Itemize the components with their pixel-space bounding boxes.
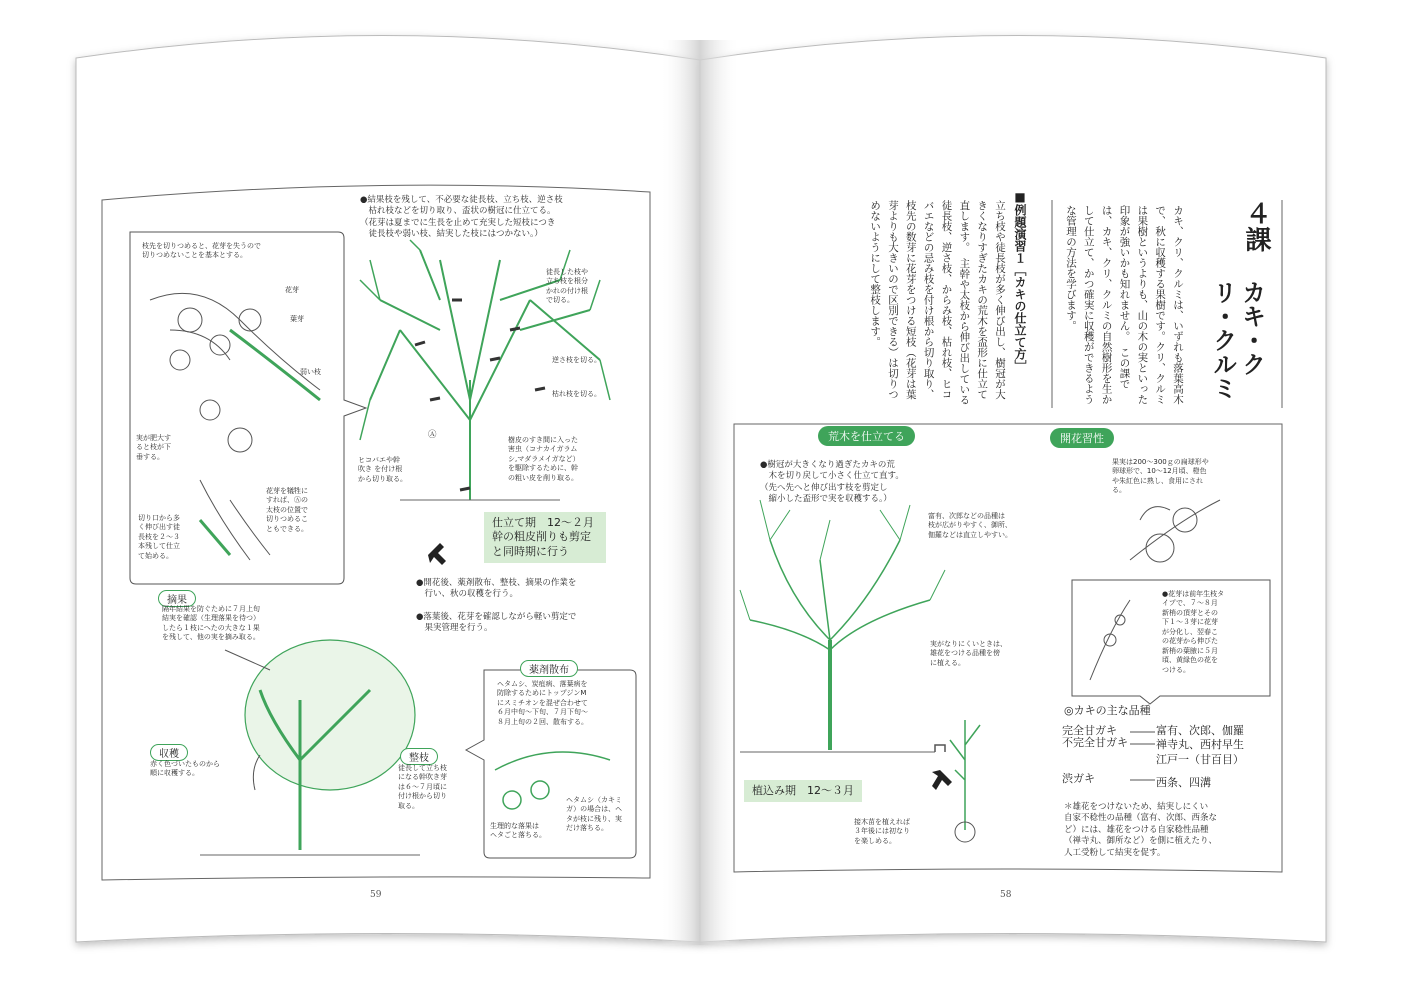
varieties-heading: ◎カキの主な品種 <box>1064 704 1151 717</box>
label-a: Ⓐ <box>428 430 437 440</box>
footnote: ＊雄花をつけないため、結実しにくい 自家不稔性の品種（富有、次郎、西条な ど）には、雄花をつける自家稔性品種 （禅寺丸、御所など）を側に植えたり、 人工受粉して結実を促す。 <box>1064 802 1218 858</box>
ueki-text: 接木苗を植えれば ３年後には初なり を楽しめる。 <box>854 818 910 845</box>
label-kare: 枯れ枝を切る。 <box>552 390 601 398</box>
araki-title: 荒木を仕立てる <box>818 426 915 446</box>
kaika-text: 果実は200～300ｇの扁球形や 卵球形で、10～12月頃、橙色 や朱紅色に熟し、食用にされ る。 <box>1112 458 1209 495</box>
label-yoga: 葉芽 <box>290 315 304 323</box>
example-text: 立ち枝や徒長枝が多く伸び出し、樹冠が大きくなりすぎたカキの荒木を盃形に仕立て直します。 主幹や太枝から伸び出している徒長枝、逆さ枝、からみ枝、枯れ枝、ヒコバエなどの忌み枝を付け根から切り取り、枝先の数芽に花芽をつける短枝（花芽は葉芽よりも大きいので区別できる）は切りつめないようにして整枝します。 <box>869 200 1006 405</box>
label-tocho-cut: 徒長した枝や 立ち枝を根分 かれの付け根 で切る。 <box>546 268 588 305</box>
label-kurikuchi: 切り口から多 く伸び出す徒 長枝を２～３ 本残して仕立 て始める。 <box>138 514 180 560</box>
lesson-title: カキ・クリ・クルミ <box>1208 280 1267 400</box>
note-bullet1: ●開花後、薬剤散布、整枝、摘果の作業を 行い、秋の収穫を行う。 <box>416 578 577 600</box>
shukaku-text: 赤く色づいたものから 順に収穫する。 <box>150 760 220 778</box>
label-kaga: 花芽 <box>285 286 299 294</box>
seishi-text: 徒長して立ち枝 になる幹吹き芽 は６～７月頃に 付け根から切り 取る。 <box>398 764 447 810</box>
variety-value: 禅寺丸、西村早生 江戸一（甘百目） <box>1156 738 1244 766</box>
note-bullet2: ●落葉後、花芽を確認しながら軽い剪定で 果実管理を行う。 <box>416 612 577 634</box>
inset-note: 枝先を切りつめると、花芽を失うので 切りつめないことを基本とする。 <box>142 242 261 260</box>
tekika-title: 摘果 <box>158 590 196 607</box>
seishi-title: 整枝 <box>400 748 438 765</box>
top-note: ●結果枝を残して、不必要な徒長枝、立ち枝、逆さ枝 枯れ枝などを切り取り、盃状の樹冠に仕立てる。 （花芽は夏までに生長を止めて充実した短枝につき 徒長枝や弱い枝、結実した枝にはつかない。） <box>360 195 563 240</box>
label-hikobae: ヒコバエや幹 吹き を付け根 から切り取る。 <box>358 456 407 483</box>
kaga-text: ●花芽は前年生枝タ イプで、７～８月 新梢の頂芽とその 下１～３芽に花芽 が分化し、翌春こ の花芽から伸びた 新梢の葉腋に５月 頃、黄緑色の花を つける。 <box>1162 590 1225 674</box>
page-number-right: 58 <box>1000 890 1012 900</box>
variety-name: 完全甘ガキ <box>1062 724 1117 737</box>
shukaku-title: 収穫 <box>150 744 188 761</box>
yakuzai-text: ヘタムシ、炭疽病、落葉病を 防除するためにトップジンM にスミチオンを混ぜ合わせて ６月中旬～下旬、７月下旬～ ８月上旬の２回、散布する。 <box>497 680 588 726</box>
variety-value: 西条、四溝 <box>1156 776 1211 789</box>
ueki-period: 植込み期 12～３月 <box>744 780 862 802</box>
label-juhi: 樹皮のすき間に入った 害虫（コナカイガラム シ,マダラメイガなど） を駆除するために、幹 の粗い皮を削り取る。 <box>508 436 580 482</box>
page-number-left: 59 <box>370 890 382 900</box>
variety-name: 不完全甘ガキ <box>1062 736 1128 749</box>
example-heading: ■例題演習１［カキの仕立て方］ <box>1013 190 1027 372</box>
tekika-text: 隔年結果を防ぐために７月上旬 結実を確認（生理落果を待つ） したら１枝にへたの大きな１果 を残して、他の実を摘み取る。 <box>162 605 260 642</box>
label-gisei: 花芽を犠牲に すれば、Ⓐの 太枝の位置で 切りつめるこ ともできる。 <box>266 487 308 533</box>
kaika-title: 開花習性 <box>1050 428 1114 448</box>
label-sakasa: 逆さ枝を切る。 <box>552 356 601 364</box>
rakka-text: 生理的な落果は ヘタごと落ちる。 <box>490 822 546 840</box>
intro-text: カキ、クリ、クルミは、いずれも落葉高木で、秋に収穫する果樹です。クリ、クルミは果樹というよりも、山の木の実といった印象が強いかも知れません。 この課では、カキ、クリ、クルミの自然樹形を生かして仕立て、かつ確実に収穫ができるような管理の方法を学びます。 <box>1064 205 1184 405</box>
label-fruit-heavy: 実が肥大す ると枝が下 垂する。 <box>136 434 171 461</box>
variety-value: 富有、次郎、伽羅 <box>1156 724 1244 737</box>
minori-text: 実がなりにくいときは、 雄花をつける品種を傍 に植える。 <box>930 640 1007 667</box>
lesson-number: ４課 <box>1241 200 1271 252</box>
araki-text: ●樹冠が大きくなり過ぎたカキの荒 木を切り戻して小さく仕立て直す。 （先へ先へと伸び出す枝を剪定し 縮小した盃形で実を収穫する。） <box>760 460 904 505</box>
variety-name: 渋ガキ <box>1062 772 1095 785</box>
hetamushi-text: ヘタムシ（カキミ ガ）の場合は、ヘ タが枝に残り、実 だけ落ちる。 <box>566 796 623 833</box>
yakuzai-title: 薬剤散布 <box>520 660 578 677</box>
fuyu-text: 富有、次郎などの品種は 枝が広がりやすく、御所、 伽羅などは直立しやすい。 <box>928 512 1012 539</box>
label-yowai: 弱い枝 <box>300 368 321 376</box>
period-box: 仕立て期 12～２月 幹の粗皮削りも剪定 と同時期に行う <box>484 512 606 563</box>
